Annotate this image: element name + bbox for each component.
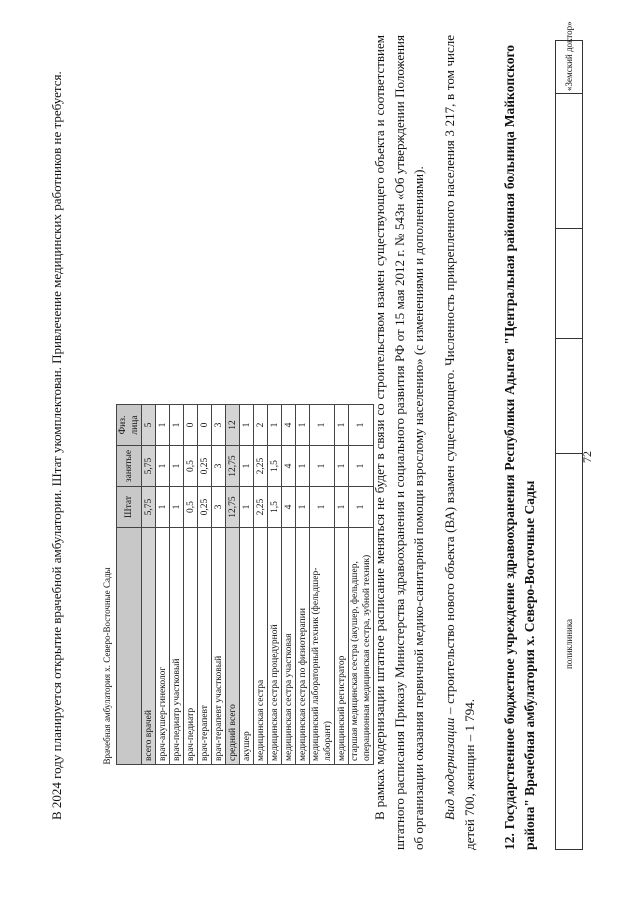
- cell-zan: 0,25: [198, 446, 212, 487]
- row-label: врач-педиатр: [184, 528, 198, 765]
- row-label: акушер: [240, 528, 254, 765]
- table-row: [310, 405, 335, 765]
- header-strip: [555, 21, 583, 850]
- cell-fiz: 3: [212, 405, 226, 446]
- cell-fiz: 2: [254, 405, 268, 446]
- cell-shtat: 1: [170, 487, 184, 528]
- cell-fiz: 1: [268, 405, 282, 446]
- cell-shtat: 1: [296, 487, 310, 528]
- cell-zan: 1: [156, 446, 170, 487]
- cell-zan: 3: [212, 446, 226, 487]
- paragraph-text: В 2024 году планируется открытие врачебной амбулатории. Штат укомплектован. Привлечение медицинских работников не требуется.: [49, 71, 64, 820]
- cell-zan: 1: [240, 446, 254, 487]
- cell-shtat: 3: [212, 487, 226, 528]
- table-row: [296, 405, 310, 765]
- column-header: [117, 528, 142, 765]
- strip-divider: [556, 228, 582, 229]
- row-label: всего врачей: [142, 528, 156, 765]
- cell-zan: 1: [296, 446, 310, 487]
- paragraph-plan: [47, 35, 67, 850]
- table-row: [349, 405, 374, 765]
- row-label: медицинская сестра участковая: [282, 528, 296, 765]
- table-caption: Врачебная амбулатория х. Северо-Восточные Сады: [101, 567, 112, 765]
- table-row: [184, 405, 198, 765]
- strip-left-label: поликлиника: [564, 618, 574, 669]
- table-row: [335, 405, 349, 765]
- table-row: [198, 405, 212, 765]
- strip-divider: [556, 93, 582, 94]
- row-label: врач-терапевт участковый: [212, 528, 226, 765]
- cell-fiz: 1: [156, 405, 170, 446]
- cell-fiz: 1: [310, 405, 335, 446]
- table-row: [254, 405, 268, 765]
- cell-shtat: 1: [240, 487, 254, 528]
- cell-fiz: 1: [335, 405, 349, 446]
- row-label: медицинская сестра процедурной: [268, 528, 282, 765]
- cell-zan: 1,5: [268, 446, 282, 487]
- table-row: [142, 405, 156, 765]
- cell-fiz: 0: [198, 405, 212, 446]
- row-label: врач-терапевт: [198, 528, 212, 765]
- cell-shtat: 12,75: [226, 487, 240, 528]
- cell-shtat: 2,25: [254, 487, 268, 528]
- table-row: [226, 405, 240, 765]
- column-header: Штат: [117, 487, 142, 528]
- cell-shtat: 0,5: [184, 487, 198, 528]
- paragraph-text: В рамках модернизации штатное расписание меняться не будет в связи со строительством взамен существующего объекта и соответствием штатного расписания Приказу Министерства здравоохранения и социального развития РФ от 15 мая 2012 г. № 543н «Об утверждении Положения об организации оказания первичной медико-санитарной помощи взрослому населению» (с изменениями и дополнениями).: [372, 35, 426, 850]
- section-heading: 12. Государственное бюджетное учреждение здравоохранения Республики Адыгея "Центральная районная больница Майкопского района" Врачебная амбулатория х. Северо-Восточные Сады: [502, 45, 537, 850]
- table-header-row: [117, 405, 142, 765]
- cell-zan: 1: [335, 446, 349, 487]
- strip-right-label: «Земский доктор»: [564, 21, 574, 91]
- column-header: занятые: [117, 446, 142, 487]
- cell-shtat: 0,25: [198, 487, 212, 528]
- cell-shtat: 1: [335, 487, 349, 528]
- row-label: медицинская сестра: [254, 528, 268, 765]
- paragraph-text: – строительство нового объекта (ВА) взамен существующего. Численность прикрепленного населения 3 217, в том числе детей 700, женщин – 1 794.: [442, 35, 477, 850]
- cell-zan: 4: [282, 446, 296, 487]
- cell-zan: 5,75: [142, 446, 156, 487]
- paragraph-lead: Вид модернизации: [442, 717, 457, 820]
- row-label: средний всего: [226, 528, 240, 765]
- cell-zan: 1: [170, 446, 184, 487]
- cell-fiz: 4: [282, 405, 296, 446]
- cell-fiz: 12: [226, 405, 240, 446]
- cell-zan: 1: [310, 446, 335, 487]
- paragraph-staffing: [370, 35, 429, 850]
- cell-zan: 2,25: [254, 446, 268, 487]
- staffing-table: [98, 404, 374, 765]
- row-label: медицинская сестра по физиотерапии: [296, 528, 310, 765]
- cell-fiz: 1: [296, 405, 310, 446]
- cell-shtat: 1: [310, 487, 335, 528]
- table-row: [282, 405, 296, 765]
- table-row: [212, 405, 226, 765]
- table-row: [170, 405, 184, 765]
- cell-zan: 0,5: [184, 446, 198, 487]
- table-row: [268, 405, 282, 765]
- row-label: медицинский регистратор: [335, 528, 349, 765]
- cell-shtat: 4: [282, 487, 296, 528]
- strip-divider: [556, 453, 582, 454]
- cell-fiz: 0: [184, 405, 198, 446]
- column-header: Физ. лица: [117, 405, 142, 446]
- cell-fiz: 1: [240, 405, 254, 446]
- table-row: [156, 405, 170, 765]
- strip-divider: [556, 338, 582, 339]
- cell-shtat: 5,75: [142, 487, 156, 528]
- row-label: медицинский лабораторный техник (фельдшер-лаборант): [310, 528, 335, 765]
- cell-fiz: 1: [349, 405, 374, 446]
- paragraph-modernization-type: [440, 35, 479, 850]
- row-label: старшая медицинская сестра (акушер, фельдшер, операционная медицинская сестра, зубной техник): [349, 528, 374, 765]
- page-number: 72: [580, 451, 594, 463]
- cell-fiz: 5: [142, 405, 156, 446]
- cell-fiz: 1: [170, 405, 184, 446]
- table-row: [240, 405, 254, 765]
- row-label: врач-акушер-гинеколог: [156, 528, 170, 765]
- cell-shtat: 1: [156, 487, 170, 528]
- cell-zan: 1: [349, 446, 374, 487]
- row-label: врач-педиатр участковый: [170, 528, 184, 765]
- cell-zan: 12,75: [226, 446, 240, 487]
- cell-shtat: 1,5: [268, 487, 282, 528]
- cell-shtat: 1: [349, 487, 374, 528]
